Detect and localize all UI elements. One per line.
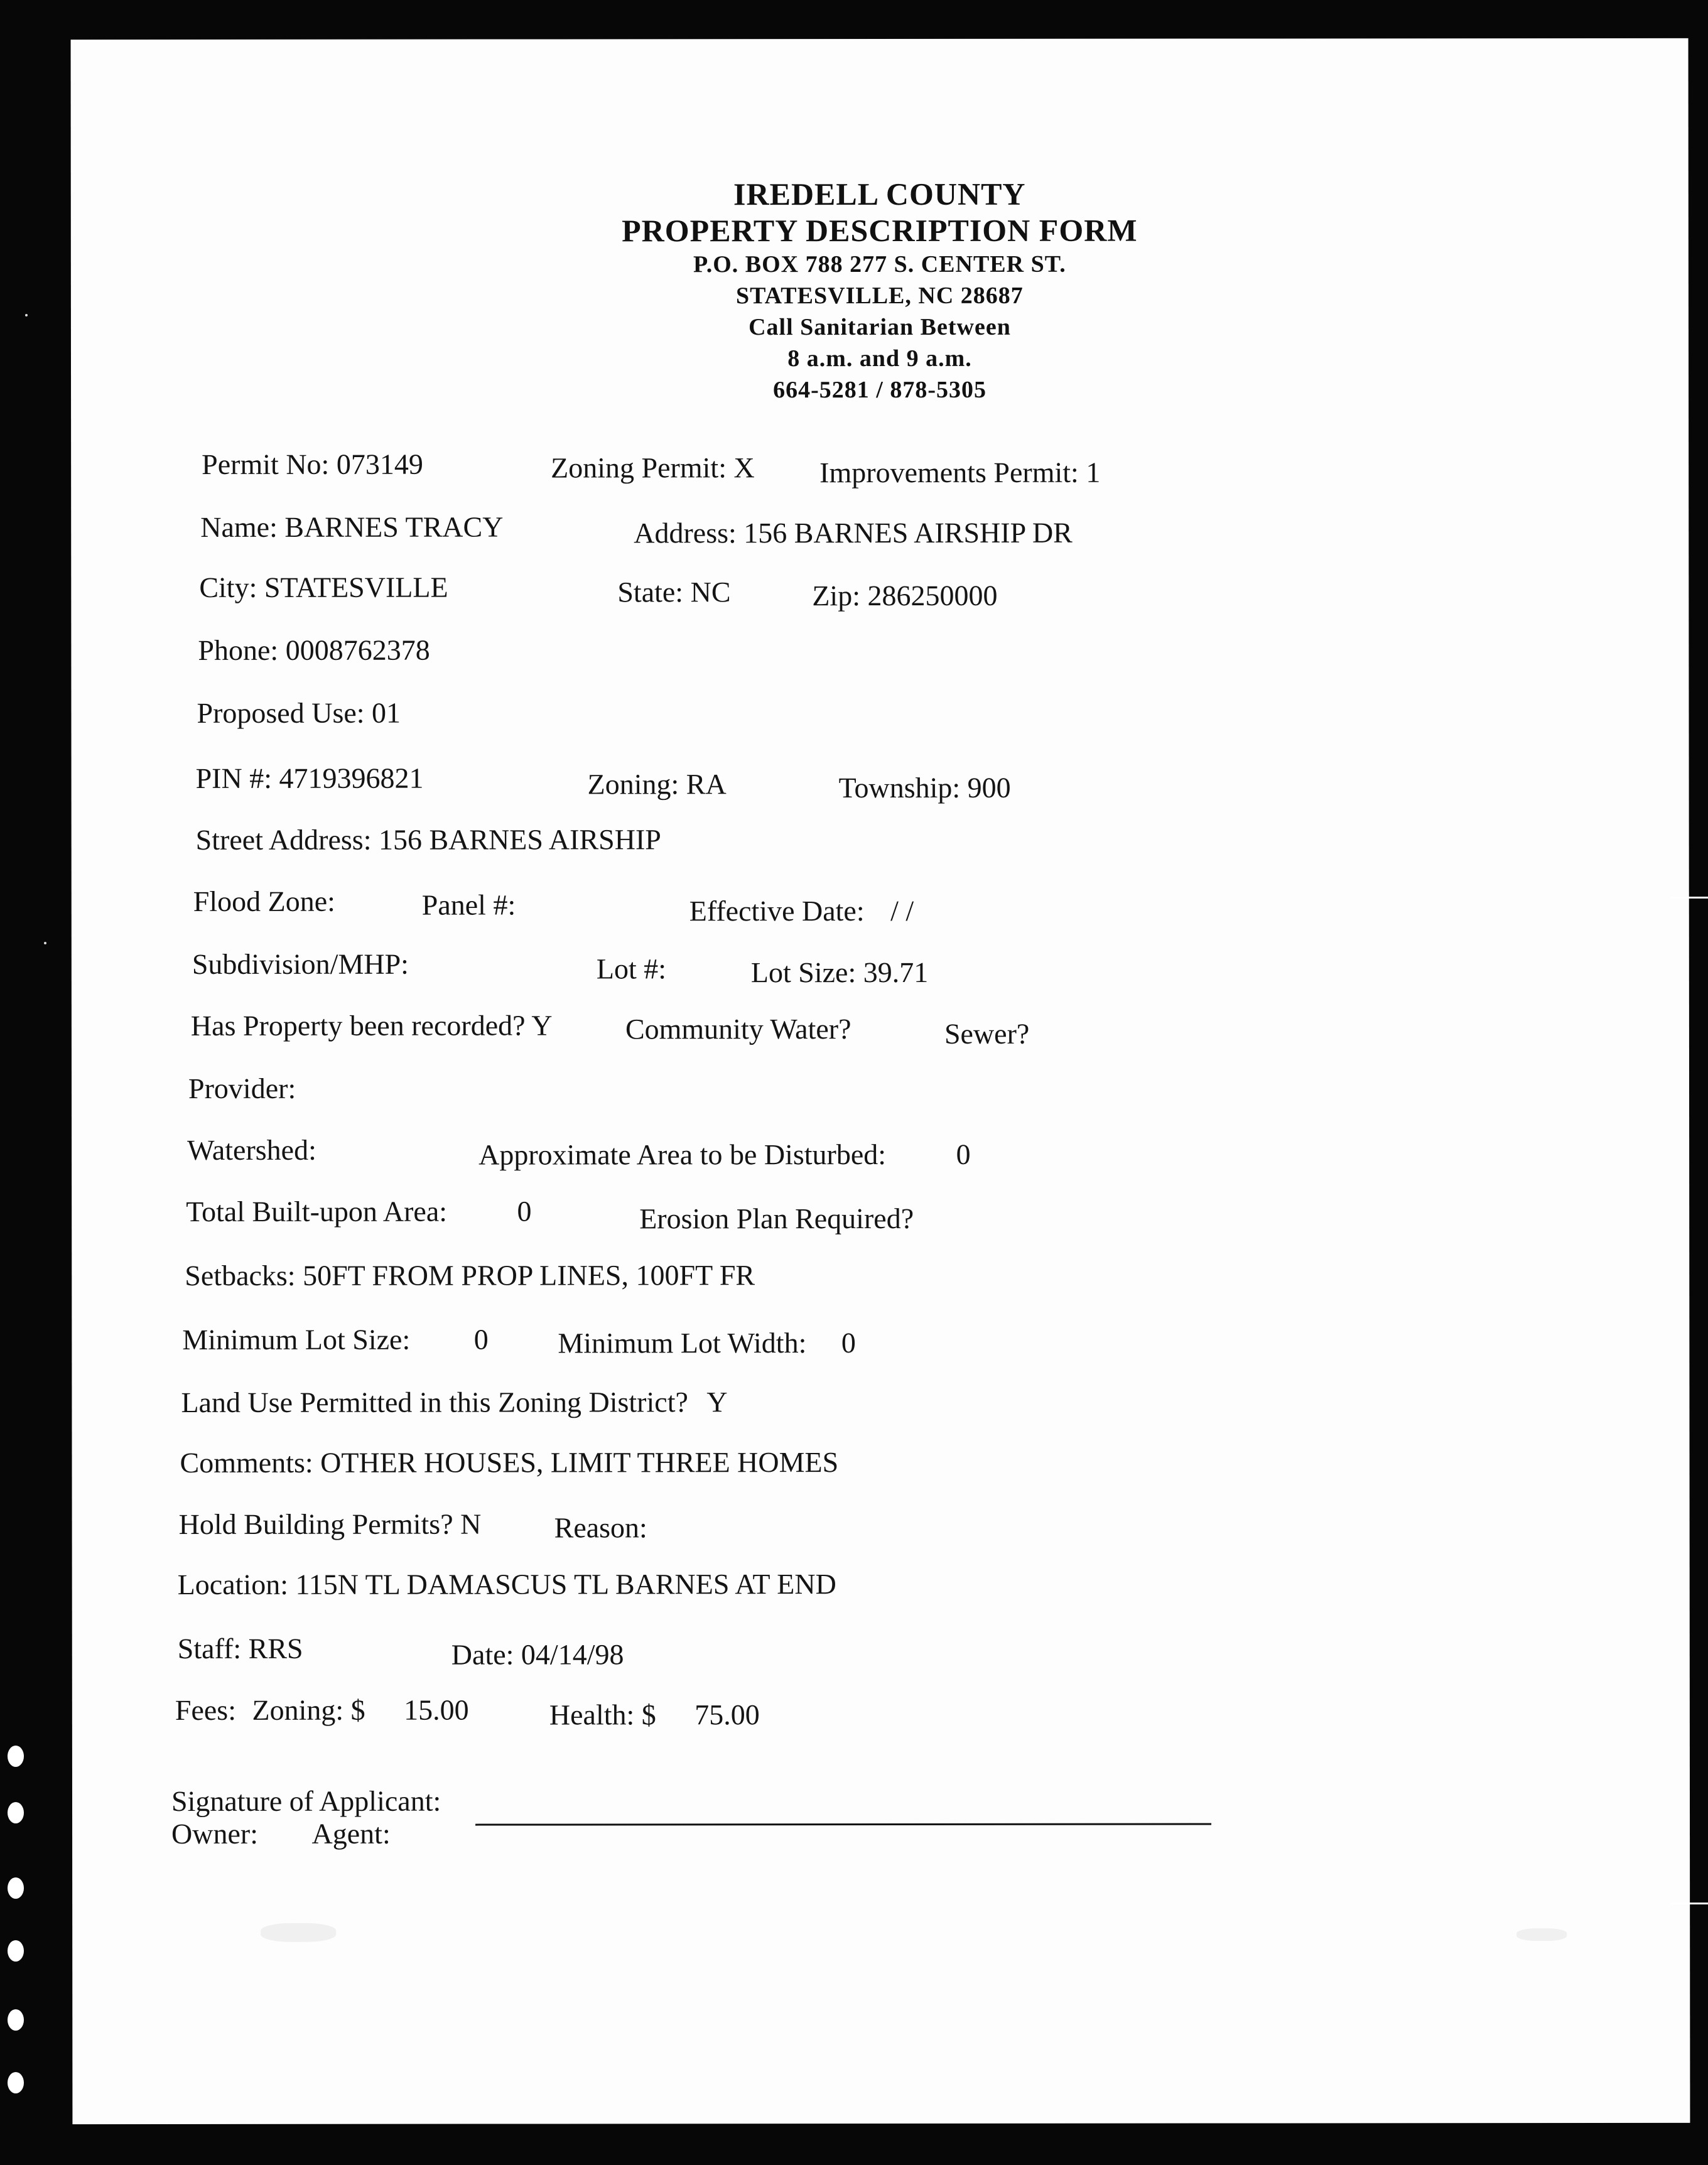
community-water-field [625,1012,851,1045]
zip-field [812,579,997,612]
city-value: STATESVILLE [264,571,448,603]
form-header [71,175,1689,406]
lot-size-value: 39.71 [863,956,929,989]
call-instructions: Call Sanitarian Between [749,313,1011,341]
punch-hole [8,1746,24,1767]
reason-field [554,1511,647,1544]
owner-label: Owner: [171,1817,259,1850]
form-page [71,38,1690,2124]
recorded-label: Has Property been recorded? [190,1009,526,1042]
zoning-field [588,767,727,801]
county-title: IREDELL COUNTY [733,176,1026,212]
scan-smudge [261,1923,336,1942]
flood-zone-field [193,885,335,918]
scan-smudge [1516,1928,1567,1941]
setbacks-label: Setbacks: [185,1259,296,1292]
name-label: Name: [200,510,278,543]
recorded-field [191,1008,553,1042]
permit-no-field [202,448,423,481]
land-use-field [181,1385,727,1419]
min-lot-width-field [558,1326,856,1359]
effective-date-label: Effective Date: [689,895,865,927]
hold-permits-label: Hold Building Permits? [178,1508,453,1540]
erosion-label: Erosion Plan Required? [639,1202,914,1235]
recorded-value: Y [531,1009,553,1042]
zoning-permit-field [551,451,755,484]
city-field [199,571,448,604]
fees-health-value: 75.00 [695,1698,760,1731]
built-upon-label: Total Built-upon Area: [186,1195,448,1228]
provider-field [188,1072,296,1105]
comments-value: OTHER HOUSES, LIMIT THREE HOMES [320,1446,839,1479]
hold-permits-value: N [460,1508,482,1540]
township-value: 900 [967,771,1011,804]
city-label: City: [199,571,257,603]
area-disturbed-label: Approximate Area to be Disturbed: [478,1138,887,1171]
area-disturbed-field [478,1138,970,1172]
zip-label: Zip: [812,580,861,612]
fees-label: Fees: [175,1693,237,1726]
fees-health-label: Health: $ [549,1698,656,1731]
land-use-label: Land Use Permitted in this Zoning District? [181,1386,688,1418]
city-state-zip: STATESVILLE, NC 28687 [735,282,1024,310]
address-value: 156 BARNES AIRSHIP DR [743,516,1073,549]
reason-label: Reason: [554,1511,647,1544]
zoning-value: RA [686,768,727,801]
mailing-address: P.O. BOX 788 277 S. CENTER ST. [693,251,1066,278]
subdivision-label: Subdivision/MHP: [192,948,409,980]
state-value: NC [690,576,731,608]
panel-field [422,888,516,922]
sewer-label: Sewer? [944,1017,1030,1050]
form-title: PROPERTY DESCRIPTION FORM [622,212,1138,249]
watershed-label: Watershed: [187,1133,316,1166]
permit-no-label: Permit No: [202,448,330,480]
fees-zoning-value: 15.00 [404,1693,469,1726]
permit-no-value: 073149 [336,448,423,480]
street-address-label: Street Address: [195,823,372,856]
fees-field [175,1693,469,1727]
address-field [634,516,1073,550]
fees-health-field [549,1698,760,1731]
proposed-use-value: 01 [372,696,401,729]
phone-numbers: 664-5281 / 878-5305 [773,376,986,404]
min-lot-width-label: Minimum Lot Width: [558,1327,807,1359]
zoning-permit-label: Zoning Permit: [551,451,727,484]
location-value: 115N TL DAMASCUS TL BARNES AT END [295,1568,836,1601]
built-upon-field [186,1194,531,1228]
hold-permits-field [179,1508,482,1541]
state-label: State: [617,576,684,608]
phone-label: Phone: [198,634,279,666]
land-use-value: Y [706,1386,728,1418]
watershed-field [187,1133,316,1167]
street-address-value: 156 BARNES AIRSHIP [378,823,661,856]
owner-agent-line [171,1818,441,1850]
setbacks-field [185,1258,755,1292]
improvements-permit-field [819,456,1100,489]
phone-field [198,634,430,667]
zoning-permit-value: X [733,451,755,484]
signature-block [171,1785,441,1850]
signature-line[interactable] [475,1823,1211,1826]
lot-size-label: Lot Size: [750,956,857,989]
location-label: Location: [177,1568,289,1601]
lot-no-label: Lot #: [596,953,667,985]
edge-rule [1670,1903,1708,1904]
punch-hole [8,2009,24,2031]
agent-label: Agent: [311,1817,391,1850]
punch-hole [8,1940,24,1962]
call-hours: 8 a.m. and 9 a.m. [787,345,972,372]
proposed-use-label: Proposed Use: [197,696,365,729]
subdivision-field [192,948,409,981]
street-address-field [196,823,661,856]
setbacks-value: 50FT FROM PROP LINES, 100FT FR [303,1259,755,1292]
sewer-field [944,1017,1029,1050]
signature-label: Signature of Applicant: [171,1784,441,1817]
area-disturbed-value: 0 [956,1138,971,1170]
phone-value: 0008762378 [285,634,430,666]
date-label: Date: [451,1638,514,1671]
zip-value: 286250000 [867,579,998,612]
township-label: Township: [838,771,961,804]
date-value: 04/14/98 [521,1638,624,1671]
staff-field [178,1632,303,1665]
min-lot-size-label: Minimum Lot Size: [182,1323,411,1356]
community-water-label: Community Water? [625,1013,851,1045]
built-upon-value: 0 [517,1195,532,1228]
comments-field [180,1445,839,1479]
lot-size-field [751,956,928,989]
edge-rule [1670,897,1708,899]
fees-zoning-label: Zoning: $ [252,1693,365,1726]
staff-label: Staff: [177,1632,242,1665]
flood-zone-label: Flood Zone: [193,885,335,917]
lot-no-field [597,952,666,985]
min-lot-size-field [182,1323,488,1356]
comments-label: Comments: [180,1446,313,1479]
date-field [451,1638,624,1671]
improvements-permit-value: 1 [1086,456,1101,489]
zoning-label: Zoning: [587,768,679,801]
scan-speck [25,314,28,316]
provider-label: Provider: [188,1072,296,1104]
min-lot-width-value: 0 [841,1327,856,1359]
pin-label: PIN #: [195,762,273,794]
state-field [617,575,730,608]
punch-hole [8,1802,24,1823]
erosion-field [639,1202,914,1235]
pin-field [196,762,424,795]
name-field [200,510,503,544]
improvements-permit-label: Improvements Permit: [819,456,1079,489]
punch-hole [8,1877,24,1899]
township-field [839,771,1011,804]
pin-value: 4719396821 [279,762,424,794]
panel-label: Panel #: [421,888,516,921]
effective-date-value: / / [890,894,914,927]
name-value: BARNES TRACY [284,510,504,543]
address-label: Address: [634,517,737,549]
location-field [178,1567,836,1601]
effective-date-field [689,894,914,927]
punch-hole [8,2072,24,2093]
scan-speck [44,942,46,944]
min-lot-size-value: 0 [473,1323,489,1356]
proposed-use-field [197,696,401,730]
staff-value: RRS [248,1632,303,1665]
